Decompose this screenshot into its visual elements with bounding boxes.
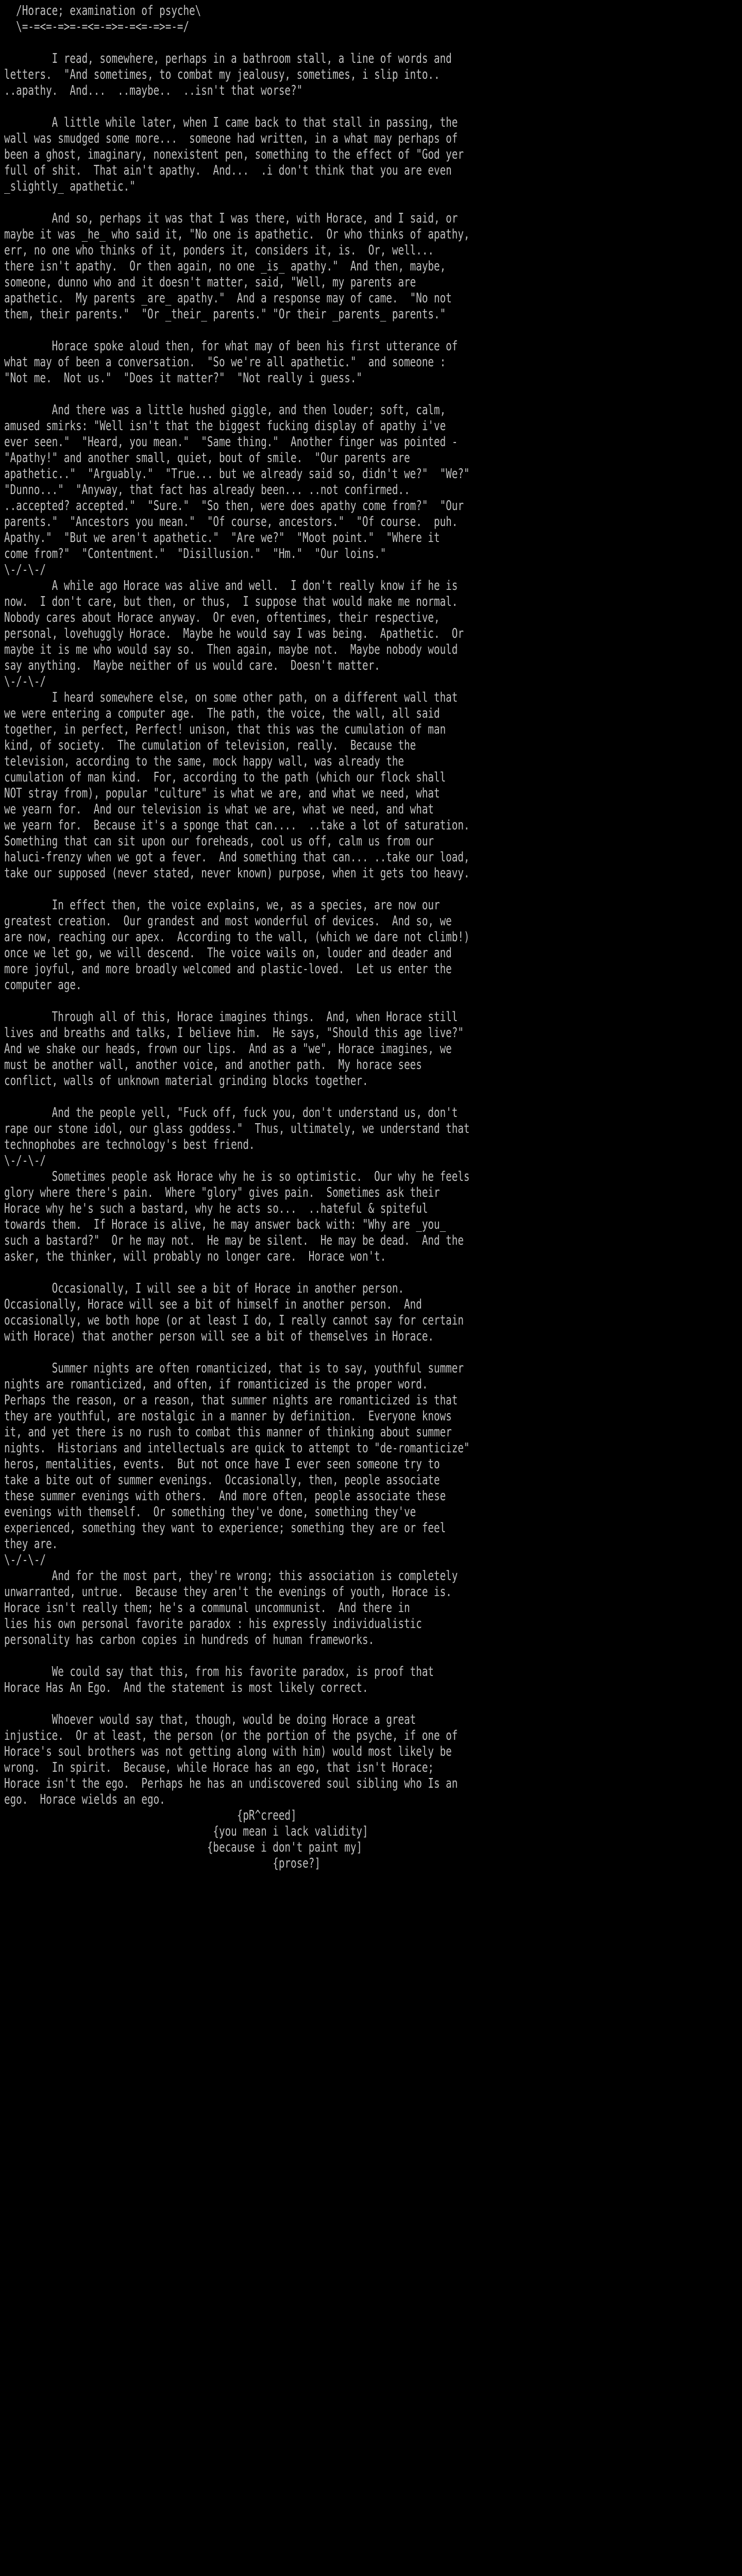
paragraph-horace-alive: A while ago Horace was alive and well. I don't really know if he is now. I don't care, but then, or thus, I suppose that would make me normal. Nobody cares about Horace anyway. Or even, oftentimes, their respective, personal, lovehuggly Horace. Maybe he would say I was being. Apathetic. Or maybe it is me who would say so. Then again, maybe not. Maybe nobody would say anything. Maybe neither of us would care. Doesn't matter. \-/-\-/ <box>4 578 464 689</box>
paragraph-horace-spoke: Horace spoke aloud then, for what may of been his first utterance of what may of been a conversation. "So we're all apathetic." and someone : "Not me. Not us." "Does it matter?" "Not really i guess." <box>4 338 458 386</box>
signature-line-paint: {because i don't paint my] <box>4 1840 363 1855</box>
signature-block <box>4 1808 547 1872</box>
spacer-line <box>4 1345 547 1361</box>
paragraph-computer-age: I heard somewhere else, on some other path, on a different wall that we were entering a computer age. The path, the voice, the wall, all said together, in perfect, Perfect! unison, that this was the cumulation of man kind, of society. The cumulation of television, really. Because the television, according to the same, mock happy wall, was already the cumulation of man kind. For, according to the path (which our flock shall NOT stray from), popular "culture" is what we are, and what we need, what we yearn for. And our television is what we are, what we need, and what we yearn for. Because it's a sponge that can.... ..take a lot of saturation. Something that can sit upon our foreheads, cool us off, calm us from our haluci-frenzy when we got a fever. And something that can... ..take our load, take our supposed (never stated, never known) purpose, when it gets too heavy. <box>4 690 470 881</box>
spacer-line <box>4 35 547 51</box>
paragraph-voice-explains: In effect then, the voice explains, we, as a species, are now our greatest creation. Our grandest and most wonderful of devices. And so, we are now, reaching our apex. According to the wall, (which we dare not climb!) once we let go, we will descend. The voice wails on, louder and deader and more joyful, and more broadly welcomed and plastic-loved. Let us enter the computer age. <box>4 897 470 993</box>
document-title: /Horace; examination of psyche\ <box>4 3 201 19</box>
paragraph-people-yell: And the people yell, "Fuck off, fuck you, don't understand us, don't rape our stone idol, our glass goddess." Thus, ultimately, we understand that technophobes are technology's best friend. \-/-\-/ <box>4 1105 470 1168</box>
spacer-line <box>4 882 547 897</box>
paragraph-smudged-wall: A little while later, when I came back to that stall in passing, the wall was smudged some more... someone had written, in a what may perhaps of been a ghost, imaginary, nonexistent pen, something to the effect of "God yer full of shit. That ain't apathy. And... .i don't think that you are even _slightly_ apathetic." <box>4 115 464 194</box>
spacer-line <box>4 1265 547 1281</box>
spacer-line <box>4 386 547 402</box>
paragraph-great-injustice: Whoever would say that, though, would be doing Horace a great injustice. Or at least, the person (or the portion of the psyche, if one of Horace's soul brothers was not getting along with him) would most likely be wrong. In spirit. Because, while Horace has an ego, that isn't Horace; Horace isn't the ego. Perhaps he has an undiscovered soul sibling who Is an ego. Horace wields an ego. <box>4 1712 458 1807</box>
paragraph-no-one-apathetic: And so, perhaps it was that I was there, with Horace, and I said, or maybe it was _he_ who said it, "No one is apathetic. Or who thinks of apathy, err, no one who thinks of it, ponders it, considers it, is. Or, well... there isn't apathy. Or then again, no one _is_ apathy." And then, maybe, someone, dunno who and it doesn't matter, said, "Well, my parents are apathetic. My parents _are_ apathy." And a response may of came. "No not them, their parents." "Or _their_ parents." "Or their _parents_ parents." <box>4 211 470 322</box>
spacer-line <box>4 993 547 1009</box>
signature-line-validity: {you mean i lack validity] <box>4 1824 368 1839</box>
signature-line-prose: {prose?] <box>4 1856 321 1871</box>
paragraph-occasionally: Occasionally, I will see a bit of Horace in another person. Occasionally, Horace will see a bit of himself in another person. And occasionally, we both hope (or at least I do, I really cannot say for certain with Horace) that another person will see a bit of themselves in Horace. <box>4 1281 464 1344</box>
spacer-line <box>4 1696 547 1712</box>
spacer-line <box>4 323 547 338</box>
signature-author: {pR^creed] <box>4 1808 297 1823</box>
text-document <box>4 3 547 1872</box>
paragraph-optimistic: Sometimes people ask Horace why he is so optimistic. Our why he feels glory where there's pain. Where "glory" gives pain. Sometimes ask their Horace why he's such a bastard, why he acts so... ..hateful & spiteful towards them. If Horace is alive, he may answer back with: "Why are _you_ such a bastard?" Or he may not. He may be silent. He may be dead. And the asker, the thinker, will probably no longer care. Horace won't. <box>4 1169 470 1264</box>
paragraph-horace-imagines: Through all of this, Horace imagines things. And, when Horace still lives and breaths and talks, I believe him. He says, "Should this age live?" And we shake our heads, frown our lips. And as a "we", Horace imagines, we must be another wall, another voice, and another path. My horace sees conflict, walls of unknown material grinding blocks together. <box>4 1009 464 1089</box>
title-divider: \=-=<=-=>=-=<=-=>=-=<=-=>=-=/ <box>4 19 190 35</box>
paragraph-hushed-giggle: And there was a little hushed giggle, and then louder; soft, calm, amused smirks: "Well isn't that the biggest fucking display of apathy i've ever seen." "Heard, you mean." "Same thing." Another finger was pointed - "Apathy!" and another small, quiet, bout of smile. "Our parents are apathetic.." "Arguably." "True... but we already said so, didn't we?" "We?" "Dunno..." "Anyway, that fact has already been... ..not confirmed.. ..accepted? accepted." "Sure." "So then, were does apathy come from?" "Our parents." "Ancestors you mean." "Of course, ancestors." "Of course. puh. Apathy." "But we aren't apathetic." "Are we?" "Moot point." "Where it come from?" "Contentment." "Disillusion." "Hm." "Our loins." \-/-\-/ <box>4 402 470 578</box>
spacer-line <box>4 195 547 211</box>
paragraph-summer-nights: Summer nights are often romanticized, that is to say, youthful summer nights are romanticized, and often, if romanticized is the proper word. Perhaps the reason, or a reason, that summer nights are romanticized is that they are youthful, are nostalgic in a manner by definition. Everyone knows it, and yet there is no rush to combat this manner of thinking about summer nights. Historians and intellectuals are quick to attempt to "de-romanticize" heros, mentalities, events. But not once have I ever seen someone try to take a bite out of summer evenings. Occasionally, then, people associate these summer evenings with others. And more often, people associate these evenings with themself. Or something they've done, something they've experienced, something they want to experience; something they are or feel they are. \-/-\-/ <box>4 1361 470 1568</box>
spacer-line <box>4 1648 547 1664</box>
spacer-line <box>4 1089 547 1105</box>
paragraph-bathroom-stall: I read, somewhere, perhaps in a bathroom stall, a line of words and letters. "And sometimes, to combat my jealousy, sometimes, i slip into.. ..apathy. And... ..maybe.. ..isn't that worse?" <box>4 51 452 98</box>
paragraph-most-part-wrong: And for the most part, they're wrong; this association is completely unwarranted, untrue. Because they aren't the evenings of youth, Horace is. Horace isn't really them; he's a communal uncommunist. And there in lies his own personal favorite paradox : his expressly individualistic personality has carbon copies in hundreds of human frameworks. <box>4 1568 458 1648</box>
spacer-line <box>4 99 547 115</box>
paragraph-ego-proof: We could say that this, from his favorite paradox, is proof that Horace Has An Ego. And the statement is most likely correct. <box>4 1664 434 1696</box>
